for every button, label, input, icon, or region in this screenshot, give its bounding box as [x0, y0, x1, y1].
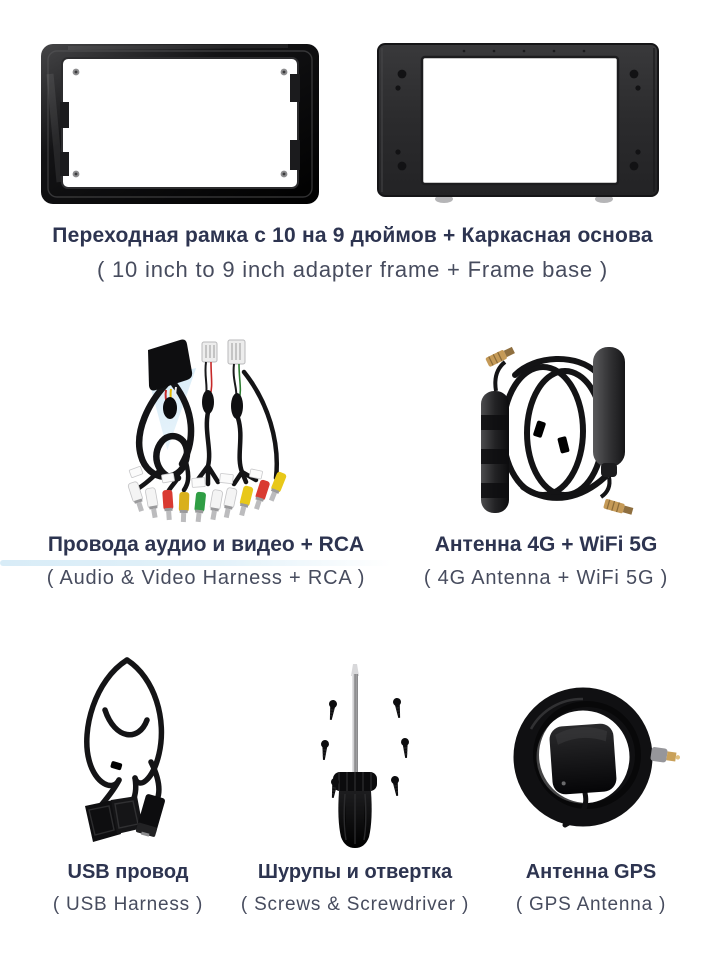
- frames-caption: [0, 224, 705, 283]
- antenna-4g-wifi-photo: [465, 335, 650, 523]
- adapter-frame-photo: [38, 40, 323, 208]
- antenna-4g-caption: [400, 533, 692, 590]
- usb-socket-connector: [85, 796, 143, 842]
- gps-connector: [650, 747, 681, 765]
- screws-screwdriver-photo: [285, 660, 425, 848]
- screws-caption: [224, 861, 486, 916]
- frame-base-icon: [372, 38, 664, 205]
- antenna-barrel: [481, 362, 509, 513]
- av-harness-rca-photo: [118, 332, 313, 524]
- usb-harness-icon: [55, 650, 205, 850]
- frames-caption-ru: Переходная рамка с 10 на 9 дюймов + Каркасная основа: [52, 224, 653, 247]
- gps-caption: [486, 861, 696, 916]
- antenna-4g-caption-ru: Антенна 4G + WiFi 5G: [434, 533, 658, 556]
- white-pin-connector: [202, 342, 217, 414]
- harness-caption: [12, 533, 400, 590]
- harness-caption-ru: Провода аудио и видео + RCA: [47, 533, 365, 556]
- usb-caption-en: ( USB Harness ): [52, 894, 204, 915]
- antenna-4g-icon: [465, 335, 650, 523]
- frame-base-photo: [372, 38, 664, 205]
- white-pin-connector: [228, 340, 245, 419]
- gps-caption-en: ( GPS Antenna ): [515, 894, 667, 915]
- gps-antenna-photo: [505, 655, 690, 850]
- antenna-barrel: [593, 347, 625, 497]
- screws-caption-ru: Шурупы и отвертка: [257, 861, 453, 883]
- gps-puck: [549, 723, 618, 795]
- frames-caption-en: ( 10 inch to 9 inch adapter frame + Frame base ): [96, 257, 609, 282]
- usb-harness-photo: [55, 650, 205, 850]
- usb-caption-ru: USB провод: [67, 861, 189, 883]
- screwdriver-icon: [285, 660, 425, 848]
- screws-caption-en: ( Screws & Screwdriver ): [240, 894, 470, 915]
- usb-caption: [18, 861, 238, 916]
- av-harness-icon: [118, 332, 313, 524]
- gps-antenna-icon: [505, 655, 690, 850]
- gold-sma-connector: [603, 499, 634, 517]
- adapter-frame-icon: [38, 40, 323, 208]
- antenna-4g-caption-en: ( 4G Antenna + WiFi 5G ): [423, 567, 669, 589]
- quad-lock-connector: [148, 340, 192, 391]
- harness-caption-en: ( Audio & Video Harness + RCA ): [46, 567, 366, 589]
- gps-caption-ru: Антенна GPS: [525, 861, 657, 883]
